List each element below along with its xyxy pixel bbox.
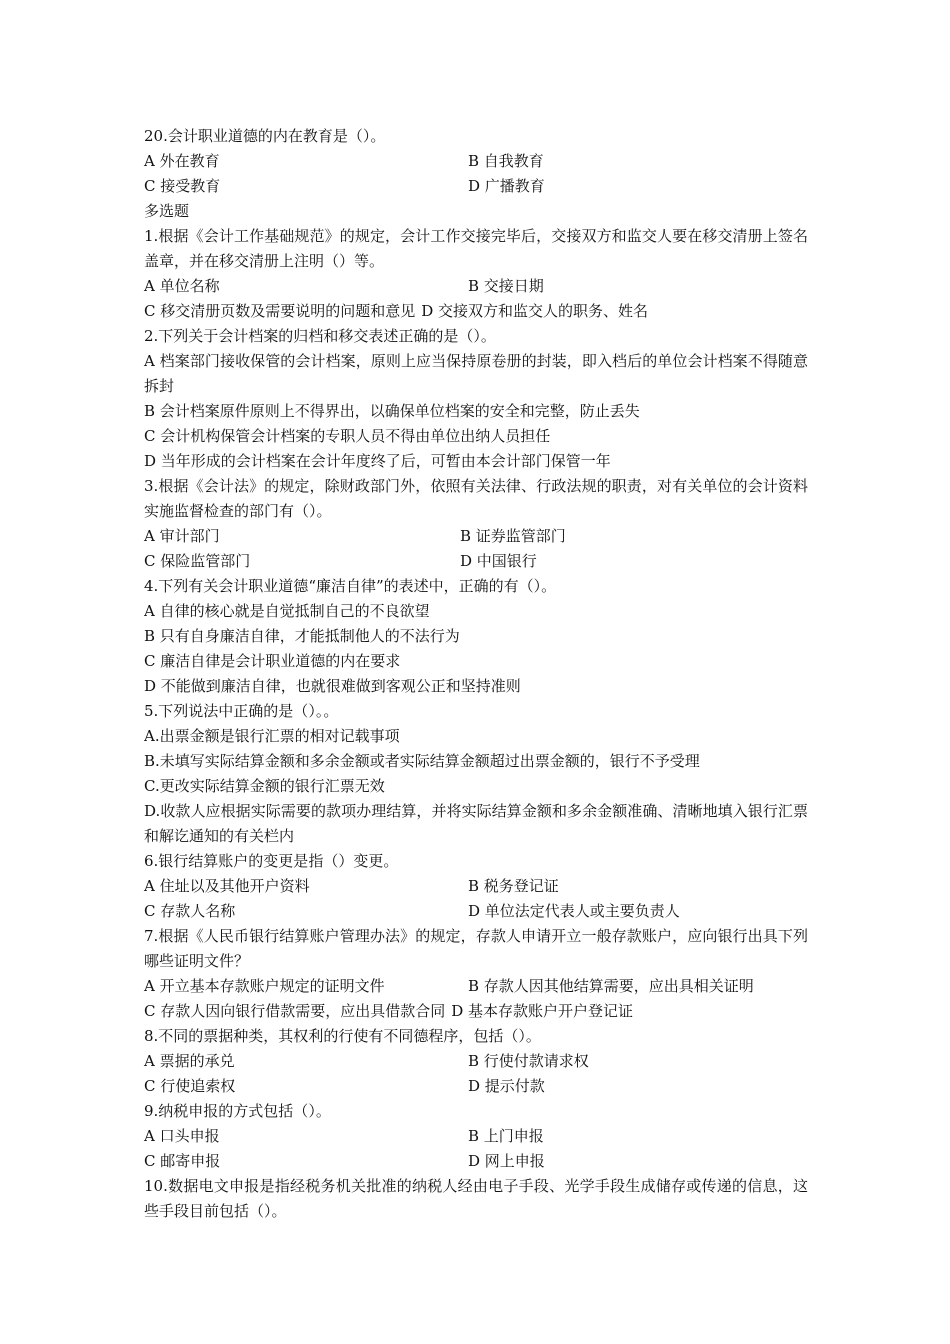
option-c: C 廉洁自律是会计职业道德的内在要求 [144,652,401,670]
question-2: 2.下列关于会计档案的归档和移交表述正确的是（）。 [144,327,496,345]
options-row [144,524,808,549]
option-b: B 税务登记证 [468,877,559,895]
question-3: 3.根据《会计法》的规定，除财政部门外，依照有关法律、行政法规的职责，对有关单位的会计资料实施监督检查的部门有（）。 [144,477,808,520]
option-c: C 保险监管部门 [144,552,251,570]
option-b: B 存款人因其他结算需要，应出具相关证明 [468,977,754,995]
options-row [144,1049,808,1074]
option-c: C 邮寄申报 [144,1152,221,1170]
option-d: D 单位法定代表人或主要负责人 [468,902,680,920]
options-row [144,174,808,199]
option-d: D 广播教育 [468,177,545,195]
option-b: B 只有自身廉洁自律，才能抵制他人的不法行为 [144,627,460,645]
options-row [144,1074,808,1099]
question-7: 7.根据《人民币银行结算账户管理办法》的规定，存款人申请开立一般存款账户，应向银行出具下列哪些证明文件？ [144,927,808,970]
option-c: C 移交清册页数及需要说明的问题和意见 [144,302,416,320]
option-c: C 接受教育 [144,177,221,195]
option-a: A 外在教育 [144,152,220,170]
option-d: D 提示付款 [468,1077,545,1095]
option-d: D 交接双方和监交人的职务、姓名 [421,302,649,320]
option-a: A 口头申报 [144,1127,220,1145]
option-c: C 存款人因向银行借款需要，应出具借款合同 [144,1002,446,1020]
question-5: 5.下列说法中正确的是（）。。 [144,702,339,720]
question-1: 1.根据《会计工作基础规范》的规定，会计工作交接完毕后，交接双方和监交人要在移交清册上签名盖章，并在移交清册上注明（）等。 [144,227,808,270]
option-c: C 存款人名称 [144,902,236,920]
option-c: C 会计机构保管会计档案的专职人员不得由单位出纳人员担任 [144,427,551,445]
option-a: A 档案部门接收保管的会计档案，原则上应当保持原卷册的封装，即入档后的单位会计档案不得随意拆封 [144,352,808,395]
options-row [144,1124,808,1149]
option-d: D 基本存款账户开户登记证 [451,1002,634,1020]
options-row [144,549,808,574]
option-a: A 票据的承兑 [144,1052,235,1070]
option-d: D 网上申报 [468,1152,545,1170]
option-a: A 单位名称 [144,277,220,295]
option-b: B 证券监管部门 [460,527,566,545]
option-b: B 交接日期 [468,277,544,295]
options-row [144,274,808,299]
option-c: C 行使追索权 [144,1077,236,1095]
question-9: 9.纳税申报的方式包括（）。 [144,1102,331,1120]
option-d: D.收款人应根据实际需要的款项办理结算，并将实际结算金额和多余金额准确、清晰地填入银行汇票和解讫通知的有关栏内 [144,802,808,845]
option-b: B 上门申报 [468,1127,544,1145]
option-d: D 当年形成的会计档案在会计年度终了后，可暂由本会计部门保管一年 [144,452,611,470]
option-a: A.出票金额是银行汇票的相对记载事项 [144,727,400,745]
options-row [144,1149,808,1174]
option-b: B.未填写实际结算金额和多余金额或者实际结算金额超过出票金额的，银行不予受理 [144,752,700,770]
options-row [144,874,808,899]
option-b: B 自我教育 [468,152,544,170]
options-row [144,299,808,324]
option-b: B 会计档案原件原则上不得界出，以确保单位档案的安全和完整，防止丢失 [144,402,640,420]
option-a: A 住址以及其他开户资料 [144,877,310,895]
option-a: A 开立基本存款账户规定的证明文件 [144,977,385,995]
option-a: A 自律的核心就是自觉抵制自己的不良欲望 [144,602,430,620]
question-10: 10.数据电文申报是指经税务机关批准的纳税人经由电子手段、光学手段生成储存或传递的信息，这些手段目前包括（）。 [144,1177,808,1220]
section-heading: 多选题 [144,202,190,220]
question-6: 6.银行结算账户的变更是指（）变更。 [144,852,399,870]
document-page [144,124,808,1224]
option-b: B 行使付款请求权 [468,1052,589,1070]
question-4: 4.下列有关会计职业道德“廉洁自律”的表述中，正确的有（）。 [144,577,557,595]
options-row [144,899,808,924]
option-d: D 不能做到廉洁自律，也就很难做到客观公正和坚持准则 [144,677,521,695]
option-d: D 中国银行 [460,552,537,570]
question-8: 8.不同的票据种类，其权利的行使有不同德程序，包括（）。 [144,1027,541,1045]
options-row [144,999,808,1024]
option-c: C.更改实际结算金额的银行汇票无效 [144,777,385,795]
option-a: A 审计部门 [144,527,220,545]
options-row [144,149,808,174]
options-row [144,974,808,999]
question-20: 20.会计职业道德的内在教育是（）。 [144,127,386,145]
